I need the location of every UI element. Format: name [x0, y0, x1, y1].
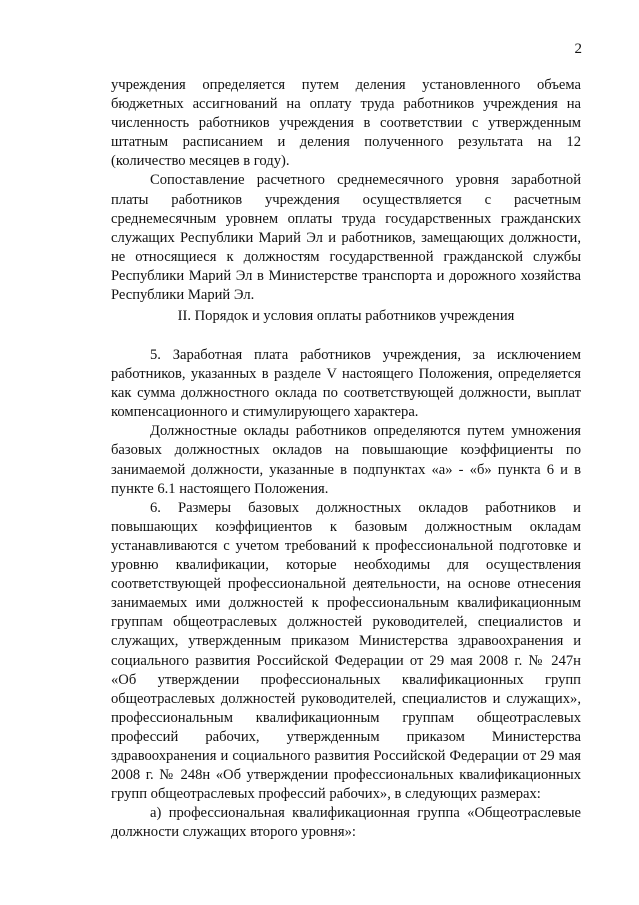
page-number: 2: [574, 41, 582, 57]
paragraph-item-5: 5. Заработная плата работников учреждения, за исключением работников, указанных в разделе V настоящего Положения, определяется как сумма должностного оклада по соответствующей должности, выплат компенсационного и стимулирующего характера.: [111, 347, 581, 421]
section-heading: II. Порядок и условия оплаты работников учреждения: [177, 308, 515, 324]
paragraph-item-6: 6. Размеры базовых должностных окладов работников и повышающих коэффициентов к базовым должностным окладам устанавливаются с учетом требований к профессиональной подготовке и уровню квалификации, которые необходимы для осуществления соответствующей профессиональной деятельности, на основе отнесения занимаемых ими должностей к профессиональным квалификационным группам общеотраслевых должностей руководителей, специалистов и служащих, утвержденным приказом Министерства здравоохранения и социального развития Российской Федерации от 29 мая 2008 г. № 247н «Об утверждении профессиональных квалификационных групп общеотраслевых должностей руководителей, специалистов и служащих», профессиональным квалификационным группам общеотраслевых профессий рабочих, утвержденным приказом Министерства здравоохранения и социального развития Российской Федерации от 29 мая 2008 г. № 248н «Об утверждении профессиональных квалификационных групп общеотраслевых профессий рабочих», в следующих размерах:: [111, 499, 581, 803]
paragraph-official-salaries: Должностные оклады работников определяются путем умножения базовых должностных окладов на повышающие коэффициенты по занимаемой должности, указанные в подпунктах «а» - «б» пункта 6 и в пункте 6.1 настоящего Положения.: [111, 423, 581, 497]
paragraph-salary-comparison: Сопоставление расчетного среднемесячного уровня заработной платы работников учреждения осуществляется с расчетным среднемесячным уровнем оплаты труда государственных гражданских служащих Республики Марий Эл и работников, замещающих должности, не относящиеся к должностям государственной гражданской службы Республики Марий Эл в Министерстве транспорта и дорожного хозяйства Республики Марий Эл.: [111, 172, 581, 304]
section-text-block: [111, 346, 581, 842]
paragraph-continuation: учреждения определяется путем деления установленного объема бюджетных ассигнований на оплату труда работников учреждения на численность работников учреждения в соответствии с утвержденным штатным расписанием и деления полученного результата на 12 (количество месяцев в году).: [111, 77, 581, 170]
intro-text-block: [111, 76, 581, 305]
paragraph-subitem-a: а) профессиональная квалификационная группа «Общеотраслевые должности служащих второго уровня»:: [111, 805, 581, 841]
